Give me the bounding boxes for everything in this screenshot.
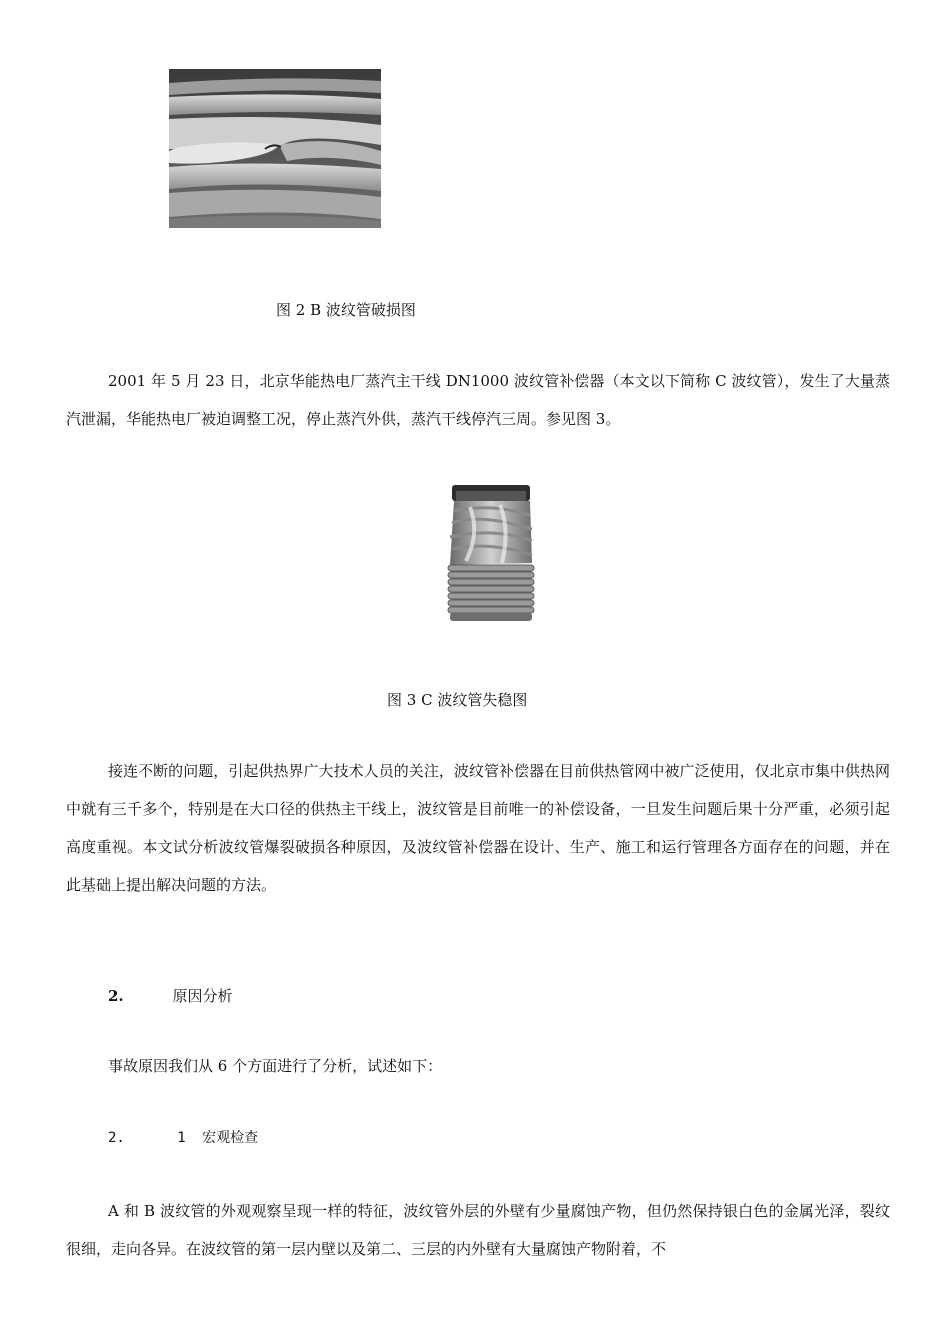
figure-2-caption: 图 2 B 波纹管破损图: [276, 301, 416, 319]
figure-3-caption: 图 3 C 波纹管失稳图: [387, 691, 528, 709]
section-2-1-title: 宏观检查: [202, 1130, 259, 1146]
section-2-heading: [108, 985, 232, 1006]
figure-2-image: [169, 69, 381, 228]
section-2-1-heading: [108, 1127, 258, 1147]
section-2-1-sub: 1: [177, 1130, 186, 1146]
paragraph-3: 事故原因我们从 6 个方面进行了分析，试述如下：: [108, 1057, 443, 1075]
figure-3-photo: [440, 483, 540, 623]
section-2-number: 2.: [108, 987, 124, 1005]
paragraph-4: A 和 B 波纹管的外观观察呈现一样的特征，波纹管外层的外壁有少量腐蚀产物，但仍然保持银白色的金属光泽，裂纹很细，走向各异。在波纹管的第一层内壁以及第二、三层的内外壁有大量腐蚀产物附着，不: [66, 1202, 890, 1258]
paragraph-1: 2001 年 5 月 23 日，北京华能热电厂蒸汽主干线 DN1000 波纹管补偿器（本文以下简称 C 波纹管），发生了大量蒸汽泄漏，华能热电厂被迫调整工况，停止蒸汽外供，蒸汽干线停汽三周。参见图 3。: [66, 372, 890, 428]
section-2-1-number: 2.: [108, 1130, 125, 1146]
figure-2-photo: [169, 69, 381, 228]
paragraph-2: 接连不断的问题，引起供热界广大技术人员的关注，波纹管补偿器在目前供热管网中被广泛使用，仅北京市集中供热网中就有三千多个，特别是在大口径的供热主干线上，波纹管是目前唯一的补偿设备，一旦发生问题后果十分严重，必须引起高度重视。本文试分析波纹管爆裂破损各种原因，及波纹管补偿器在设计、生产、施工和运行管理各方面存在的问题，并在此基础上提出解决问题的方法。: [66, 762, 890, 894]
section-2-title: 原因分析: [172, 987, 233, 1005]
figure-3-image: [440, 483, 540, 623]
